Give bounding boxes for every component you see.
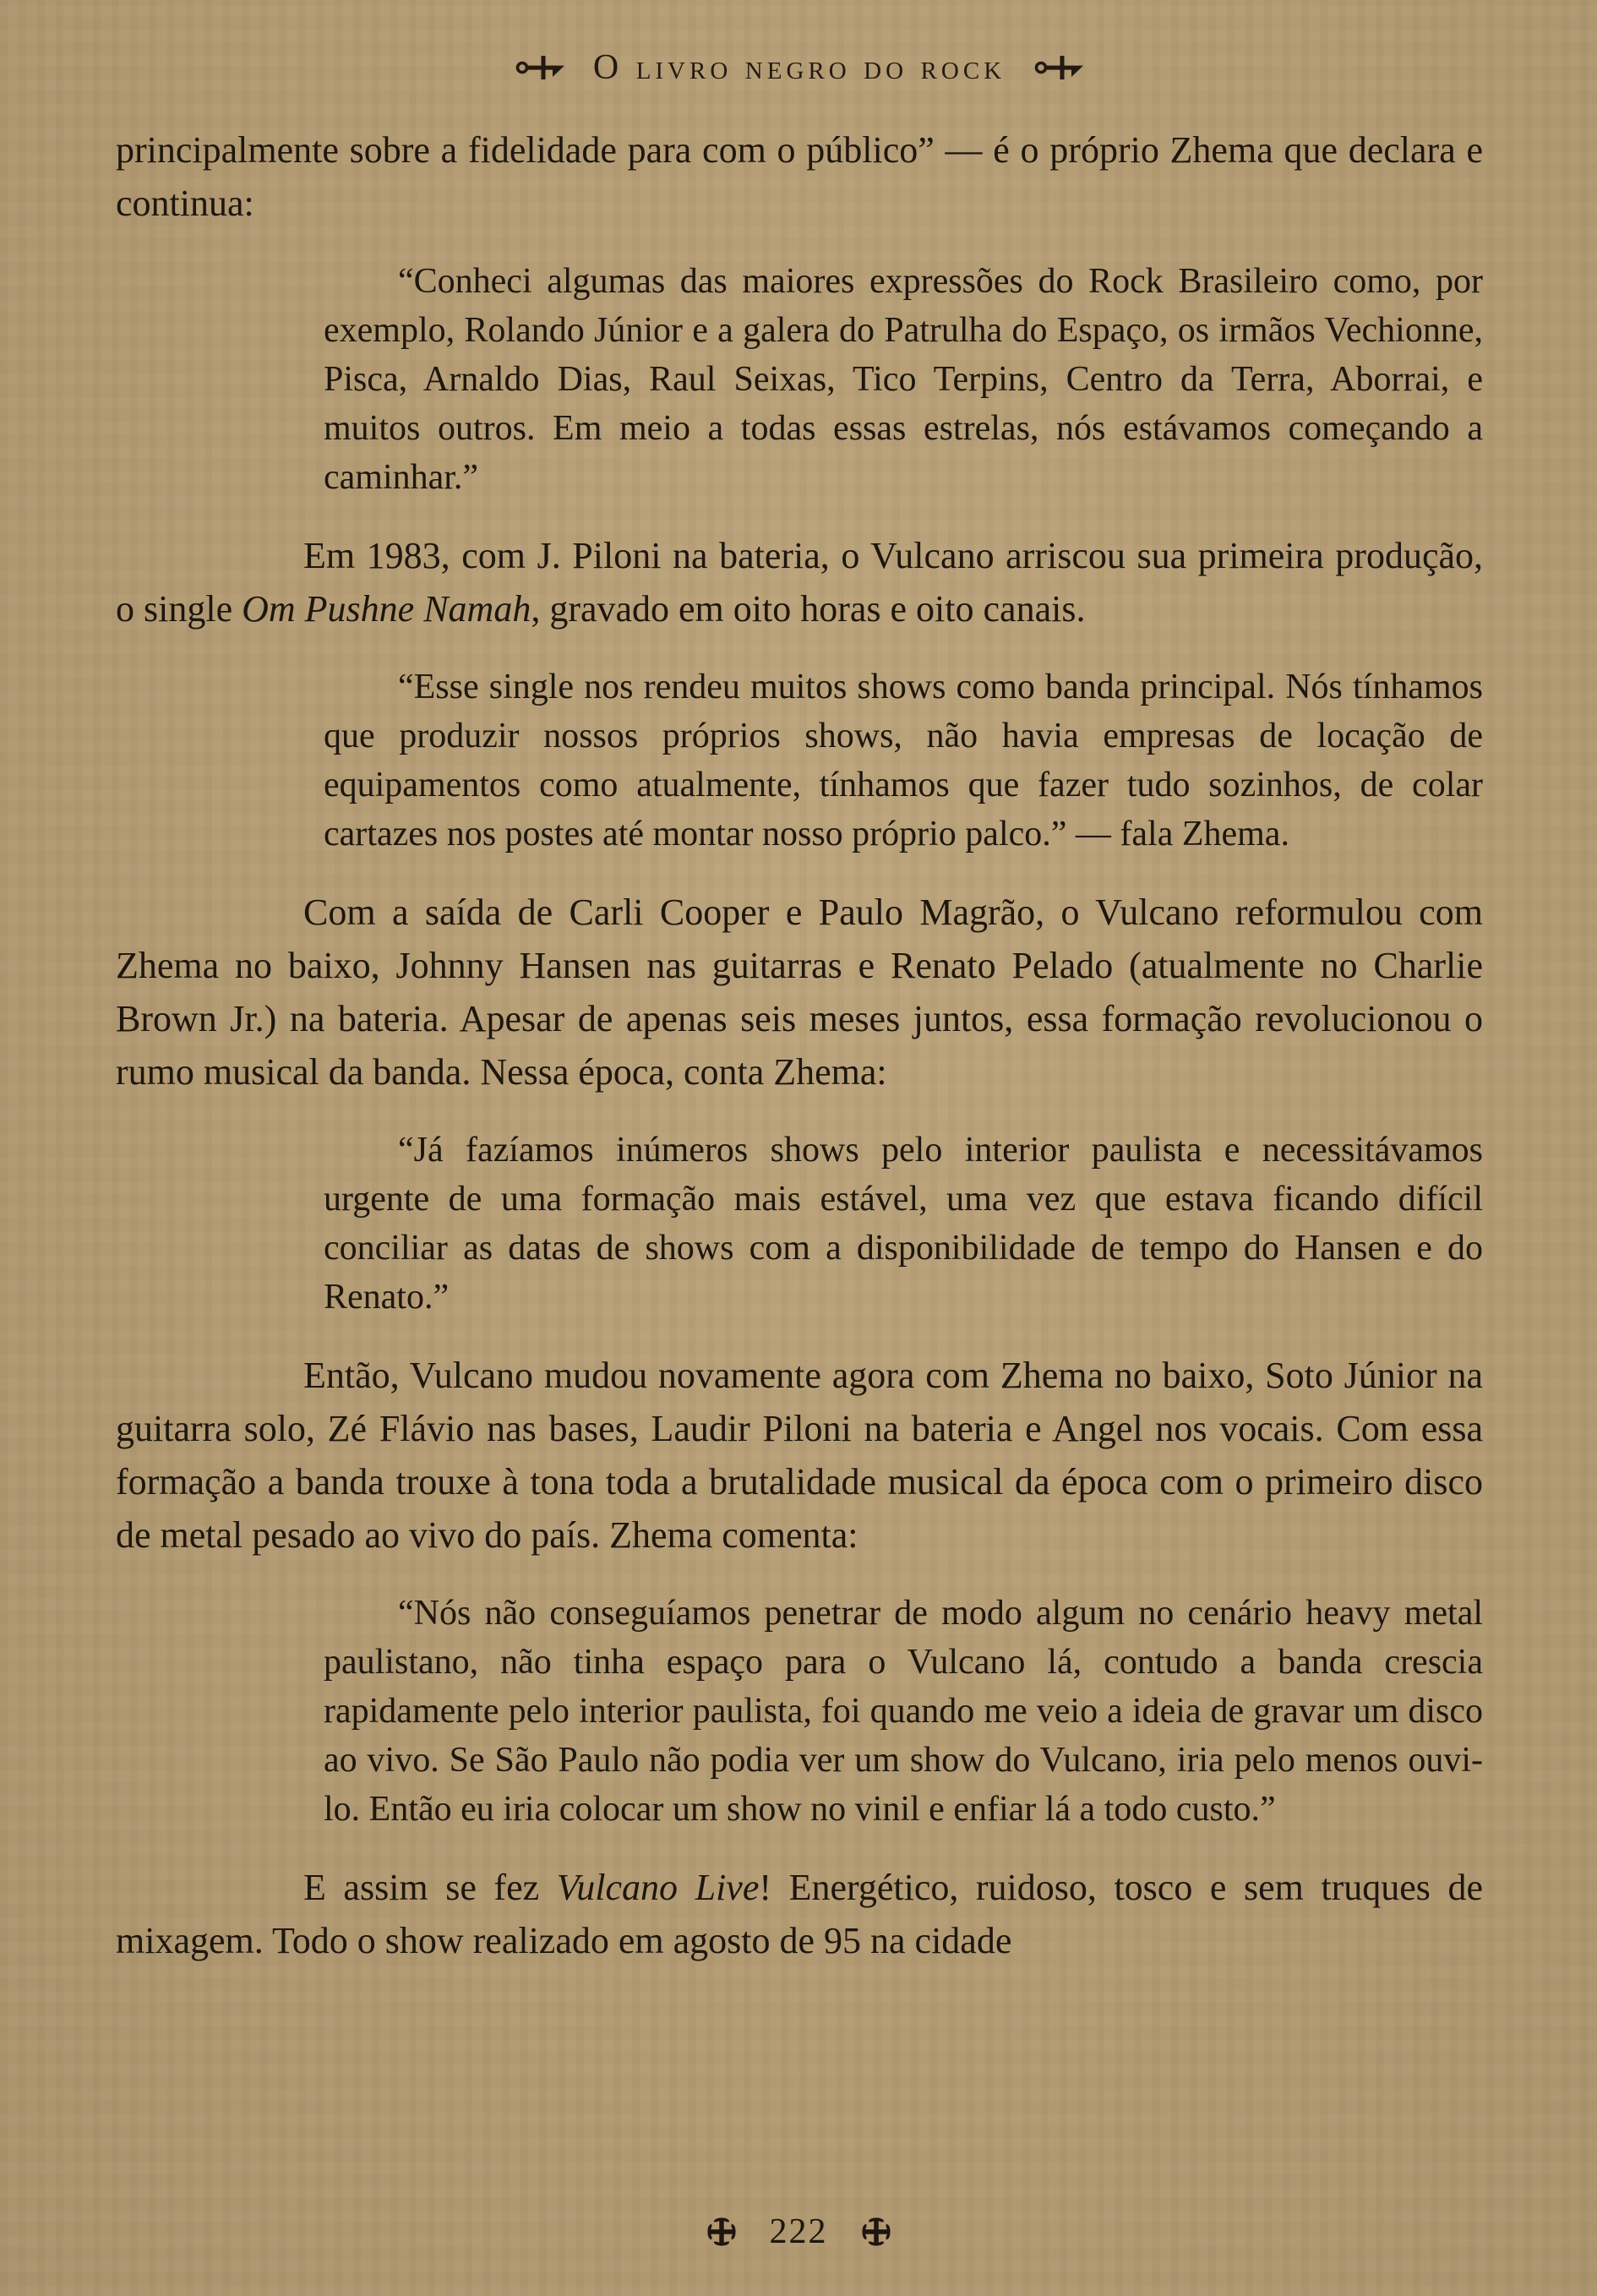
text-segment: “Conheci algumas das maiores expressões do Rock Brasileiro como, por exemplo, Rolando Júnior e a galera do Patrulha do Espaço, os irmãos Vechionne, Pisca, Arnaldo Dias, Raul Seixas, Tico Terpins, Centro da Terra, Aborrai, e muitos outros. Em meio a todas essas estrelas, nós estávamos começando a caminhar.” (324, 262, 1483, 497)
cross-ornament-icon (706, 2216, 738, 2248)
text-segment: “Nós não conseguíamos penetrar de modo algum no cenário heavy metal paulistano, não tinha espaço para o Vulcano lá, contudo a banda crescia rapidamente pelo interior paulista, foi quando me veio a ideia de gravar um disco ao vivo. Se São Paulo não podia ver um show do Vulcano, iria pelo menos ouvi-lo. Então eu iria colocar um show no vinil e enfiar lá a todo custo.” (324, 1594, 1483, 1829)
text-segment: , gravado em oito horas e oito canais. (531, 588, 1086, 630)
italic-text: Vulcano Live (556, 1867, 760, 1908)
text-segment: Então, Vulcano mudou novamente agora com Zhema no baixo, Soto Júnior na guitarra solo, Zé Flávio nas bases, Laudir Piloni na bateria e Angel nos vocais. Com essa formação a banda trouxe à tona toda a brutalidade musical da época com o primeiro disco de metal pesado ao vivo do país. Zhema comenta: (116, 1355, 1483, 1556)
quote-block (324, 1126, 1483, 1322)
page-number: 222 (769, 2212, 828, 2251)
content (116, 123, 1483, 1967)
text-segment: “Esse single nos rendeu muitos shows como banda principal. Nós tínhamos que produzir nossos próprios shows, não havia empresas de locação de equipamentos como atualmente, tínhamos que fazer tudo sozinhos, de colar cartazes nos postes até montar nosso próprio palco.” — fala Zhema. (324, 668, 1483, 854)
text-segment: ! Energético, ruidoso, tosco e sem truques de mixagem. Todo o show realizado em agosto de 95 na cidade (116, 1867, 1484, 1961)
running-header (116, 47, 1483, 88)
text-segment: Com a saída de Carli Cooper e Paulo Magrão, o Vulcano reformulou com Zhema no baixo, Johnny Hansen nas guitarras e Renato Pelado (atualmente no Charlie Brown Jr.) na bateria. Apesar de apenas seis meses juntos, essa formação revolucionou o rumo musical da banda. Nessa época, conta Zhema: (116, 892, 1483, 1093)
paragraph (116, 1861, 1483, 1967)
text-segment: E assim se fez (303, 1867, 557, 1908)
paragraph (116, 886, 1483, 1099)
cross-ornament-icon (860, 2216, 892, 2248)
quote-block (324, 663, 1483, 859)
quote-block (324, 257, 1483, 502)
italic-text: Om Pushne Namah (242, 588, 531, 630)
paragraph (116, 1349, 1483, 1562)
text-segment: Em 1983, com J. Piloni na bateria, o Vulcano arriscou sua primeira produção, o single (116, 535, 1483, 630)
paragraph (116, 123, 1483, 230)
quote-block (324, 1589, 1483, 1834)
page-header-title: O livro negro do rock (592, 48, 1006, 87)
page-footer (0, 2211, 1597, 2252)
text-segment: principalmente sobre a fidelidade para com o público” — é o próprio Zhema que declara e continua: (116, 129, 1483, 224)
key-ornament-icon (515, 49, 564, 86)
key-ornament-icon (1034, 49, 1083, 86)
text-segment: “Já fazíamos inúmeros shows pelo interior paulista e necessitávamos urgente de uma formação mais estável, uma vez que estava ficando difícil conciliar as datas de shows com a disponibilidade de tempo do Hansen e do Renato.” (324, 1131, 1483, 1317)
paragraph (116, 529, 1483, 635)
